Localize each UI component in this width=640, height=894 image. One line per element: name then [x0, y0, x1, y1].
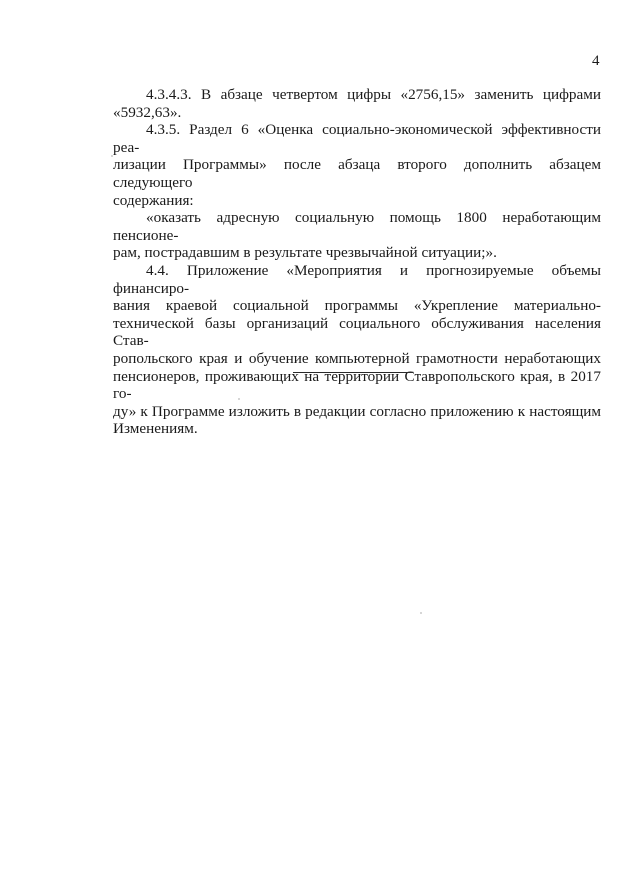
scan-speck: [111, 155, 113, 157]
document-body: [113, 86, 601, 438]
text-line: вания краевой социальной программы «Укрепление материально-: [113, 297, 601, 315]
text-line: 4.3.5. Раздел 6 «Оценка социально-экономической эффективности реа-: [113, 121, 601, 156]
text-line: технической базы организаций социального обслуживания населения Став-: [113, 314, 601, 350]
paragraph-4-3-4-3: [113, 86, 601, 121]
text-line: ропольского края и обучение компьютерной грамотности неработающих: [113, 349, 601, 367]
end-separator-line: [293, 372, 413, 373]
paragraph-4-3-5: [113, 121, 601, 209]
text-line: Изменениям.: [113, 420, 198, 438]
page-number: 4: [592, 53, 600, 69]
scan-speck: [238, 398, 240, 400]
text-line: рам, пострадавшим в результате чрезвычайной ситуации;».: [113, 244, 497, 262]
text-line: лизации Программы» после абзаца второго дополнить абзацем следующего: [113, 156, 601, 191]
text-line: содержания:: [113, 191, 194, 209]
text-line: пенсионеров, проживающих на территории Ставропольского края, в 2017 го-: [113, 367, 601, 403]
text-line: «оказать адресную социальную помощь 1800 неработающим пенсионе-: [113, 209, 601, 244]
text-line: ду» к Программе изложить в редакции согласно приложению к настоящим: [113, 402, 601, 420]
paragraph-quote: [113, 209, 601, 262]
scan-speck: [420, 612, 422, 614]
paragraph-4-4: [113, 262, 601, 438]
text-line: «5932,63».: [113, 103, 182, 121]
text-line: 4.4. Приложение «Мероприятия и прогнозируемые объемы финансиро-: [113, 261, 601, 297]
text-line: 4.3.4.3. В абзаце четвертом цифры «2756,15» заменить цифрами: [146, 86, 601, 103]
